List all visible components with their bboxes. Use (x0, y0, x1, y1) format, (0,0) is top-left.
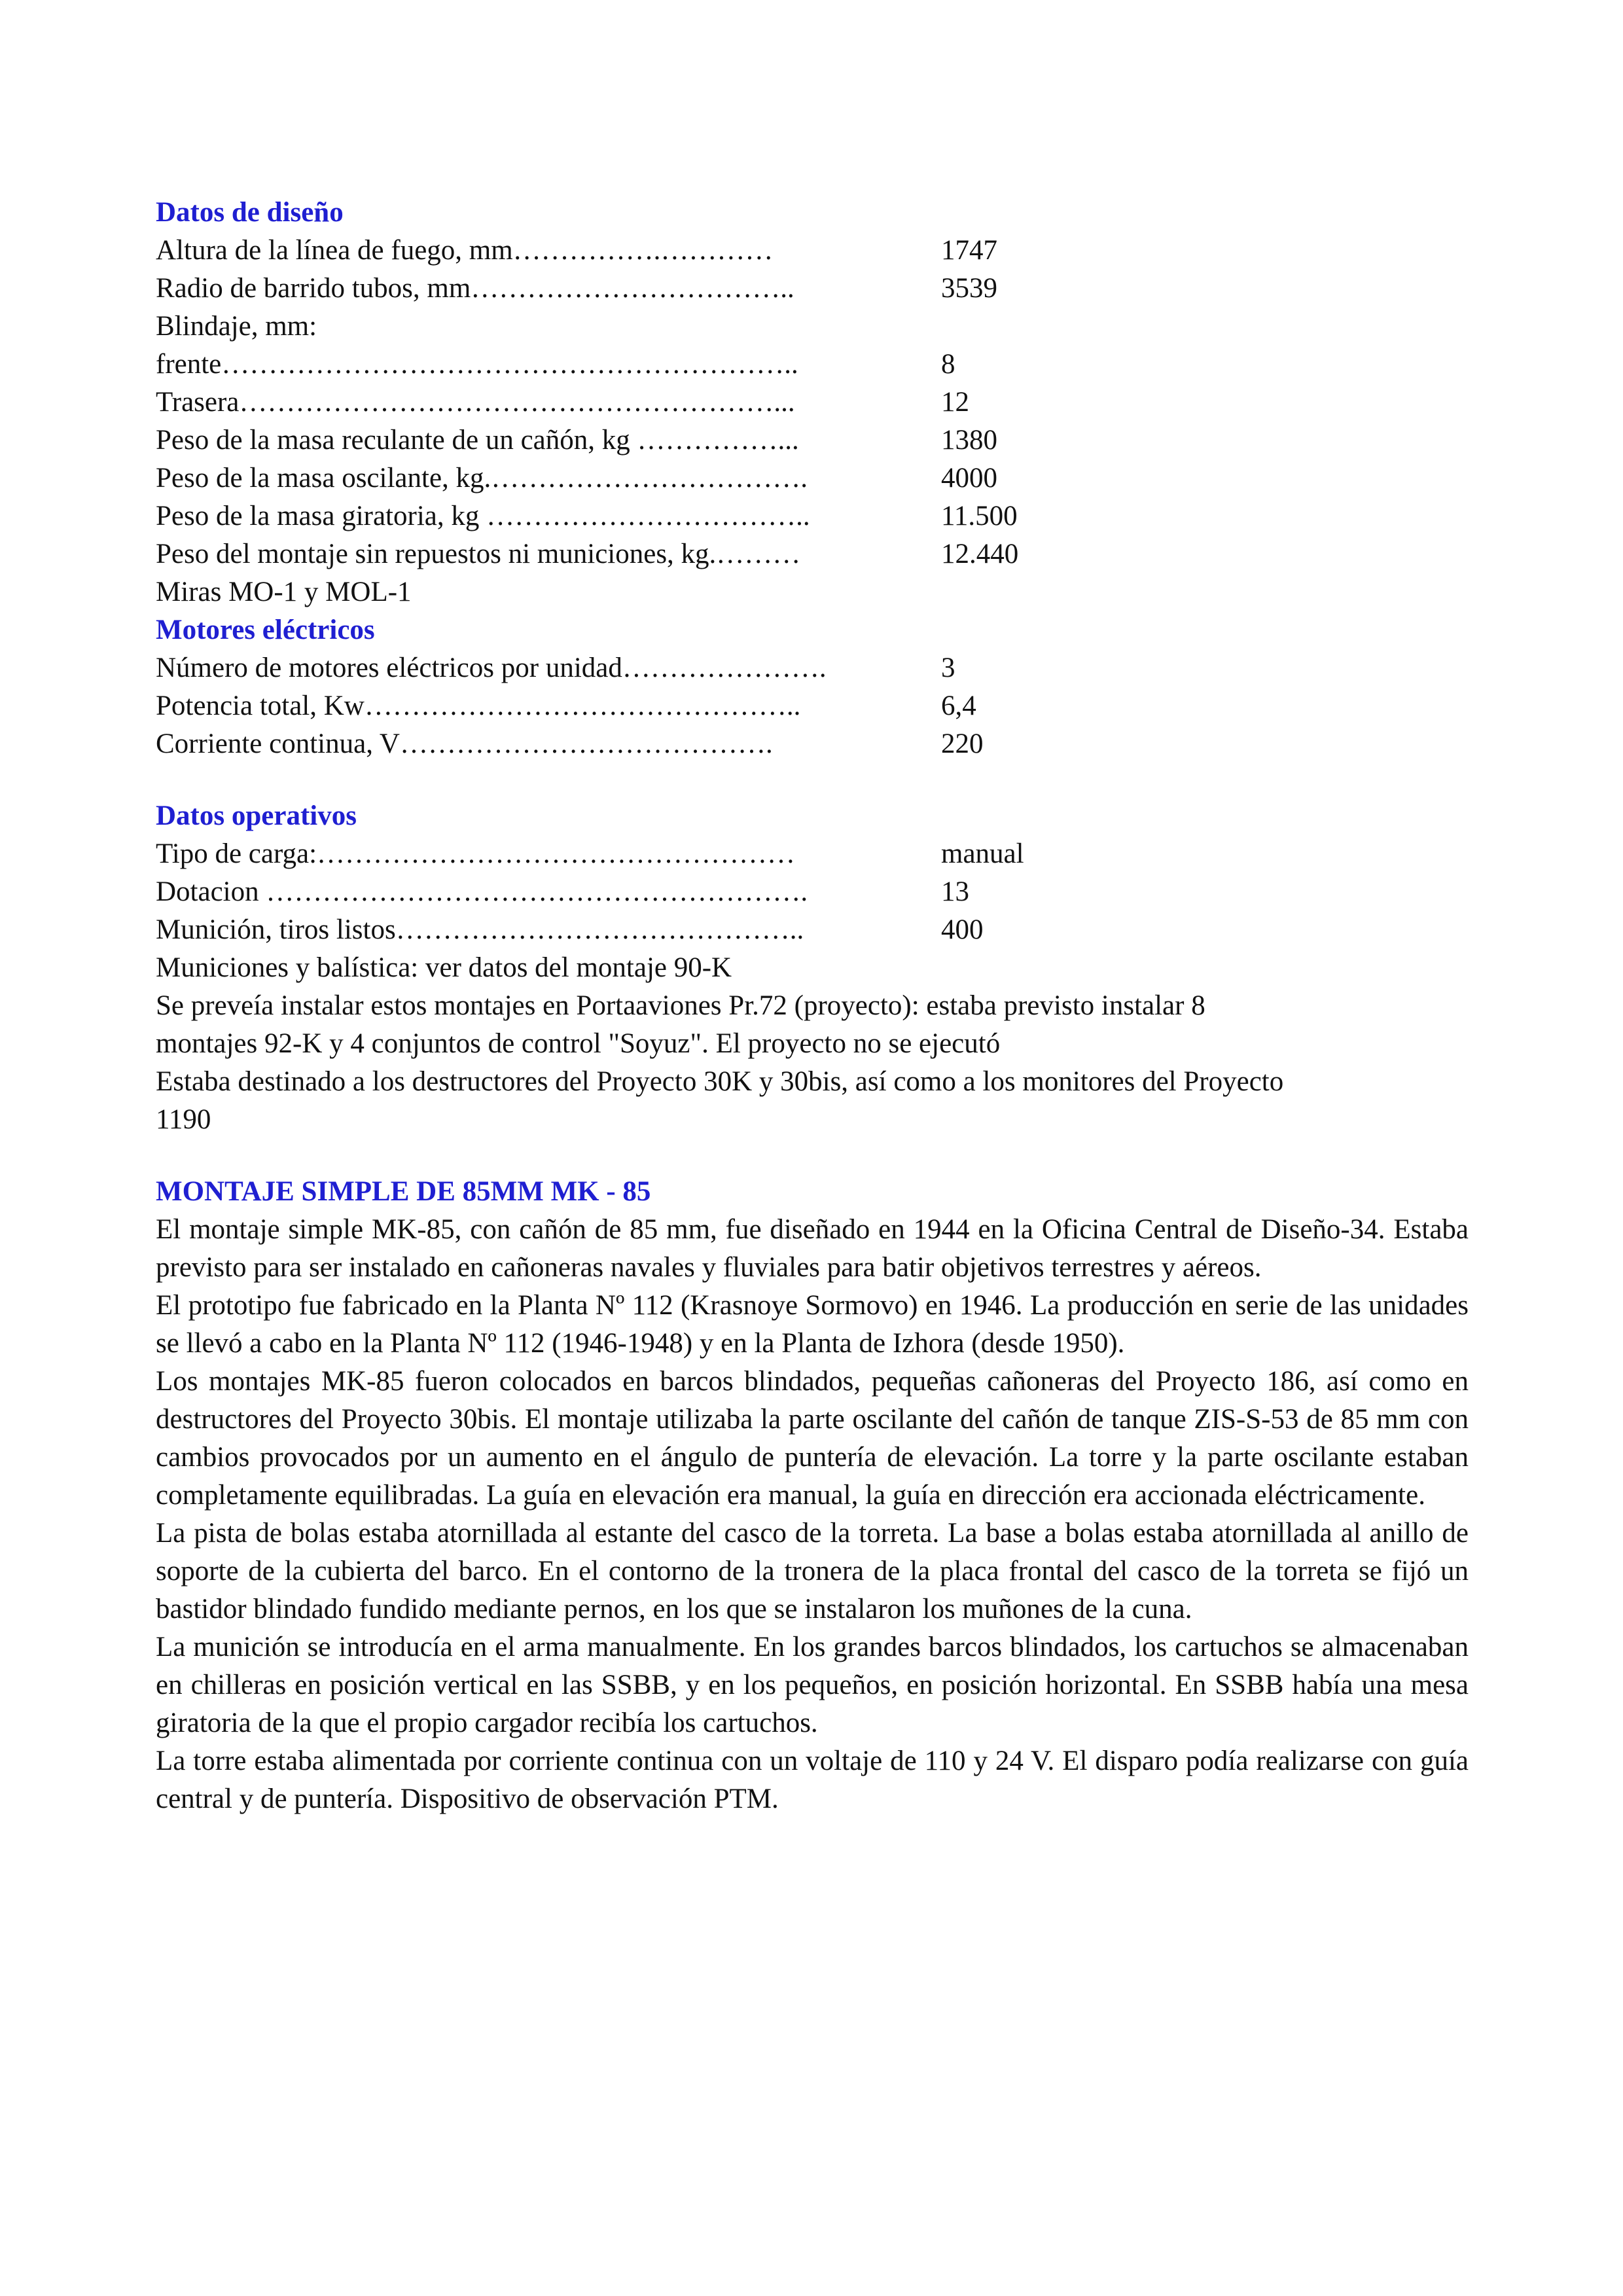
spec-row (156, 346, 1469, 384)
spec-label: Peso de la masa giratoria, kg …………………………….. (156, 501, 810, 531)
spec-label: Tipo de carga:…………………………………………… (156, 838, 796, 869)
spec-value: 12 (941, 387, 969, 418)
text-line: Se preveía instalar estos montajes en Portaaviones Pr.72 (proyecto): estaba previsto instalar 8 (156, 990, 1205, 1021)
text-line: montajes 92-K y 4 conjuntos de control "Soyuz". El proyecto no se ejecutó (156, 1028, 1001, 1059)
body-paragraph: El montaje simple MK-85, con cañón de 85 mm, fue diseñado en 1944 en la Oficina Central de Diseño-34. Estaba previsto para ser instalado en cañoneras navales y fluviales para batir objetivos terrestres y aéreos. (156, 1214, 1469, 1283)
spec-value: 4000 (941, 463, 997, 493)
body-paragraph: El prototipo fue fabricado en la Planta Nº 112 (Krasnoye Sormovo) en 1946. La producción en serie de las unidades se llevó a cabo en la Planta Nº 112 (1946-1948) y en la Planta de Izhora (desde 1950). (156, 1290, 1469, 1359)
spec-row (156, 497, 1469, 535)
spec-value: 11.500 (941, 501, 1018, 531)
text-line: Estaba destinado a los destructores del Proyecto 30K y 30bis, así como a los monitores del Proyecto (156, 1066, 1284, 1097)
spec-label: Radio de barrido tubos, mm…………………………….. (156, 273, 794, 304)
text-line: 1190 (156, 1104, 211, 1135)
spec-label: Munición, tiros listos…………………………………….. (156, 914, 804, 945)
spec-row (156, 232, 1469, 270)
spec-row (156, 835, 1469, 873)
spec-value: 220 (941, 728, 984, 759)
spec-row (156, 873, 1469, 911)
body-paragraph: Los montajes MK-85 fueron colocados en barcos blindados, pequeñas cañoneras del Proyecto 186, así como en destructores del Proyecto 30bis. El montaje utilizaba la parte oscilante del cañón de tanque ZIS-S-53 de 85 mm con cambios provocados por un aumento en el ángulo de puntería de elevación. La torre y la parte oscilante estaban completamente equilibradas. La guía en elevación era manual, la guía en dirección era accionada eléctricamente. (156, 1366, 1469, 1511)
spec-row (156, 535, 1469, 573)
operational-data-list (156, 835, 1469, 949)
operational-data-heading: Datos operativos (156, 800, 357, 831)
spec-value: 1747 (941, 235, 997, 266)
spec-row (156, 649, 1469, 687)
spec-value: 400 (941, 914, 984, 945)
spec-value: 12.440 (941, 539, 1019, 569)
motors-heading: Motores eléctricos (156, 615, 375, 645)
spec-label: Corriente continua, V…………………………………. (156, 728, 773, 759)
spec-label: Peso del montaje sin repuestos ni municiones, kg.……… (156, 539, 801, 569)
design-data-list (156, 232, 1469, 611)
spec-label: frente…………………………………………………….. (156, 349, 798, 380)
spec-row (156, 687, 1469, 725)
body-paragraph: La torre estaba alimentada por corriente continua con un voltaje de 110 y 24 V. El disparo podía realizarse con guía central y de puntería. Dispositivo de observación PTM. (156, 1746, 1469, 1814)
design-data-heading: Datos de diseño (156, 197, 344, 228)
spec-row (156, 422, 1469, 459)
spec-row (156, 270, 1469, 308)
spec-value: 6,4 (941, 691, 976, 721)
spec-label: Peso de la masa oscilante, kg.……………………………. (156, 463, 808, 493)
mk85-heading: MONTAJE SIMPLE DE 85MM MK - 85 (156, 1176, 651, 1207)
spec-value: 1380 (941, 425, 997, 456)
spec-value: 13 (941, 876, 969, 907)
spec-label: Trasera…………………………………………………... (156, 387, 795, 418)
spec-row (156, 384, 1469, 422)
spec-label: Peso de la masa reculante de un cañón, kg ……………... (156, 425, 799, 456)
spec-row (156, 725, 1469, 763)
text-line: Municiones y balística: ver datos del montaje 90-K (156, 952, 732, 983)
body-paragraph: La munición se introducía en el arma manualmente. En los grandes barcos blindados, los cartuchos se almacenaban en chilleras en posición vertical en las SSBB, y en los pequeños, en posición horizontal. En SSBB había una mesa giratoria de la que el propio cargador recibía los cartuchos. (156, 1632, 1469, 1738)
section-spacer (156, 1139, 1469, 1173)
spec-label: Miras MO-1 y MOL-1 (156, 577, 412, 607)
spec-row (156, 911, 1469, 949)
section-spacer (156, 763, 1469, 797)
spec-label: Altura de la línea de fuego, mm…………….………… (156, 235, 774, 266)
page-content (156, 194, 1469, 1818)
spec-row (156, 573, 1469, 611)
spec-value: 3539 (941, 273, 997, 304)
body-paragraph: La pista de bolas estaba atornillada al estante del casco de la torreta. La base a bolas estaba atornillada al anillo de soporte de la cubierta del barco. En el contorno de la tronera de la placa frontal del casco de la torreta se fijó un bastidor blindado fundido mediante pernos, en los que se instalaron los muñones de la cuna. (156, 1518, 1469, 1624)
spec-row (156, 308, 1469, 346)
motors-list (156, 649, 1469, 763)
spec-row (156, 459, 1469, 497)
spec-value: 8 (941, 349, 955, 380)
spec-label: Dotacion …………………………………………………. (156, 876, 808, 907)
spec-value: 3 (941, 653, 955, 683)
spec-label: Blindaje, mm: (156, 311, 317, 342)
spec-label: Número de motores eléctricos por unidad…………………. (156, 653, 827, 683)
spec-value: manual (941, 838, 1024, 869)
spec-label: Potencia total, Kw……………………………………….. (156, 691, 801, 721)
